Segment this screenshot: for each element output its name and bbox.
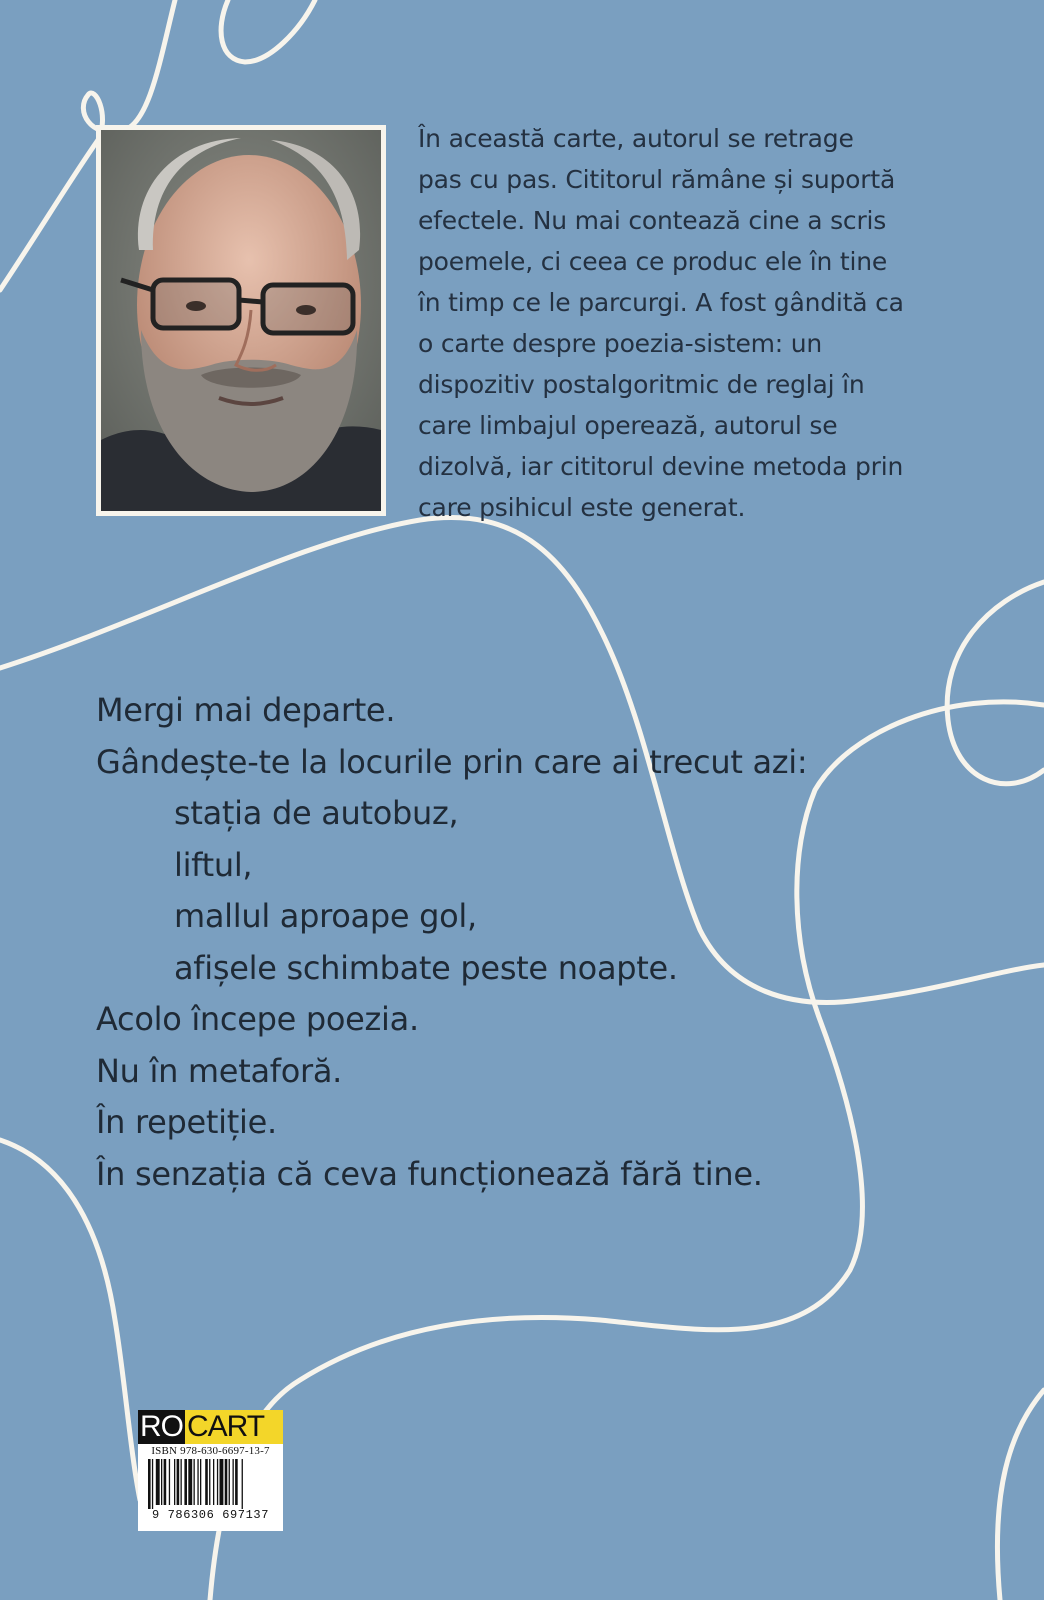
- poem-excerpt: [96, 685, 996, 1200]
- blurb-line: În această carte, autorul se retrage: [418, 124, 854, 153]
- blurb-line: poemele, ci ceea ce produc ele în tine: [418, 247, 888, 276]
- poem-line: Nu în metaforă.: [96, 1051, 343, 1090]
- blurb-line: care limbajul operează, autorul se: [418, 411, 838, 440]
- poem-line: Mergi mai departe.: [96, 691, 396, 729]
- poem-line-indented: liftul,: [174, 845, 253, 884]
- isbn-text: ISBN 978-630-6697-13-7: [151, 1445, 270, 1457]
- blurb-line: dizolvă, iar cititorul devine metoda prin: [418, 452, 904, 481]
- blurb-line: o carte despre poezia-sistem: un: [418, 329, 823, 358]
- poem-line: În senzația că ceva funcționează fără tine.: [96, 1154, 763, 1193]
- poem-line-indented: mallul aproape gol,: [174, 897, 477, 935]
- barcode-icon: [146, 1459, 276, 1509]
- publisher-logo: [138, 1410, 283, 1444]
- blurb-line: dispozitiv postalgoritmic de reglaj în: [418, 370, 865, 399]
- book-blurb: [418, 118, 958, 528]
- barcode-digits: 9 786306 697137: [151, 1508, 270, 1522]
- logo-ro: RO: [140, 1410, 183, 1443]
- poem-line-indented: stația de autobuz,: [174, 794, 459, 832]
- poem-line-indented: afișele schimbate peste noapte.: [174, 948, 678, 987]
- author-photo: [101, 130, 381, 511]
- blurb-line: pas cu pas. Cititorul rămâne și suportă: [418, 165, 896, 194]
- blurb-line: efectele. Nu mai contează cine a scris: [418, 206, 887, 235]
- poem-line: Gândește-te la locurile prin care ai trecut azi:: [96, 742, 808, 781]
- logo-cart: CART: [185, 1410, 283, 1444]
- blurb-line: în timp ce le parcurgi. A fost gândită ca: [418, 288, 904, 317]
- poem-line: Acolo începe poezia.: [96, 1000, 419, 1038]
- isbn-barcode-label: [138, 1410, 283, 1531]
- blurb-line: care psihicul este generat.: [418, 493, 746, 522]
- author-portrait: [96, 125, 386, 516]
- poem-line: În repetiție.: [96, 1103, 277, 1141]
